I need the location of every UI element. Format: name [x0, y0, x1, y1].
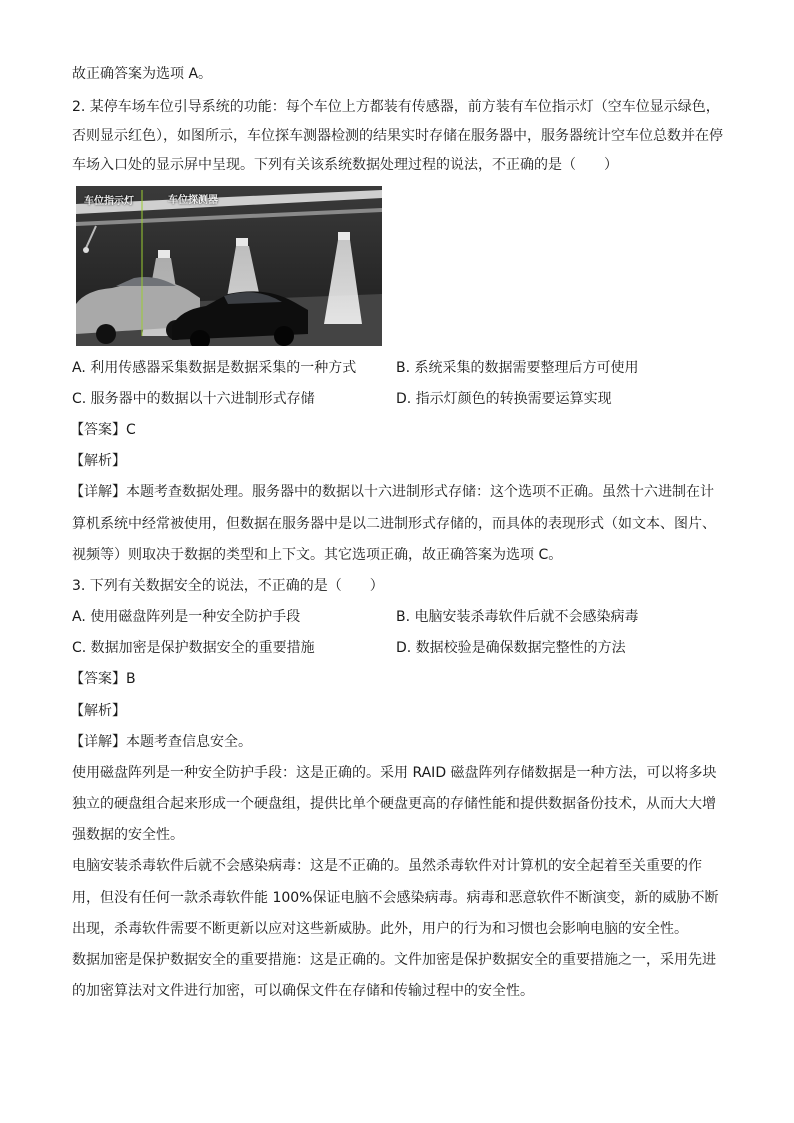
q3-paragraph-line-7: 数据加密是保护数据安全的重要措施：这是正确的。文件加密是保护数据安全的重要措施之一，采用先进: [72, 952, 716, 968]
q3-analysis-heading: 【解析】: [70, 703, 126, 719]
indicator-light-label: 车位指示灯: [84, 196, 134, 207]
q3-option-d: D. 数据校验是确保数据完整性的方法: [396, 640, 626, 656]
q3-paragraph-line-5: 用，但没有任何一款杀毒软件能 100%保证电脑不会感染病毒。病毒和恶意软件不断演变，新的威胁不断: [72, 890, 719, 906]
q2-stem-line-1: 2. 某停车场车位引导系统的功能：每个车位上方都装有传感器，前方装有车位指示灯（空车位显示绿色，: [72, 99, 720, 115]
q3-paragraph-line-3: 强数据的安全性。: [72, 827, 184, 843]
q3-answer: 【答案】B: [70, 671, 136, 687]
q3-stem: 3. 下列有关数据安全的说法，不正确的是（ ）: [72, 578, 384, 594]
q2-detail-line-3: 视频等）则取决于数据的类型和上下文。其它选项正确，故正确答案为选项 C。: [72, 547, 563, 563]
q3-paragraph-line-6: 出现，杀毒软件需要不断更新以应对这些新威胁。此外，用户的行为和习惯也会影响电脑的安全性。: [72, 921, 688, 937]
previous-conclusion: 故正确答案为选项 A。: [72, 66, 213, 82]
q3-paragraph-line-2: 独立的硬盘组合起来形成一个硬盘组，提供比单个硬盘更高的存储性能和提供数据备份技术，从而大大增: [72, 796, 716, 812]
q3-option-a: A. 使用磁盘阵列是一种安全防护手段: [72, 609, 301, 625]
q2-option-c: C. 服务器中的数据以十六进制形式存储: [72, 391, 315, 407]
q3-paragraph-line-1: 使用磁盘阵列是一种安全防护手段：这是正确的。采用 RAID 磁盘阵列存储数据是一种方法，可以将多块: [72, 765, 717, 781]
q2-analysis-heading: 【解析】: [70, 453, 126, 469]
parking-illustration: [76, 186, 382, 346]
q3-paragraph-line-4: 电脑安装杀毒软件后就不会感染病毒：这是不正确的。虽然杀毒软件对计算机的安全起着至关重要的作: [72, 858, 702, 874]
q2-option-d: D. 指示灯颜色的转换需要运算实现: [396, 391, 612, 407]
parking-system-figure: [76, 186, 382, 346]
q3-detail-heading: 【详解】本题考查信息安全。: [70, 734, 252, 750]
q3-option-b: B. 电脑安装杀毒软件后就不会感染病毒: [396, 609, 639, 625]
q2-option-a: A. 利用传感器采集数据是数据采集的一种方式: [72, 360, 357, 376]
q3-paragraph-line-8: 的加密算法对文件进行加密，可以确保文件在存储和传输过程中的安全性。: [72, 983, 534, 999]
q2-stem-line-3: 车场入口处的显示屏中呈现。下列有关该系统数据处理过程的说法，不正确的是（ ）: [72, 157, 618, 173]
q2-detail-line-2: 算机系统中经常被使用，但数据在服务器中是以二进制形式存储的，而具体的表现形式（如文本、图片、: [72, 516, 716, 532]
q2-option-b: B. 系统采集的数据需要整理后方可使用: [396, 360, 639, 376]
q2-stem-line-2: 否则显示红色），如图所示，车位探车测器检测的结果实时存储在服务器中，服务器统计空车位总数并在停: [72, 128, 723, 144]
q2-answer: 【答案】C: [70, 422, 136, 438]
q3-option-c: C. 数据加密是保护数据安全的重要措施: [72, 640, 315, 656]
detector-label: 车位探测器: [168, 195, 218, 206]
q2-detail-line-1: 【详解】本题考查数据处理。服务器中的数据以十六进制形式存储：这个选项不正确。虽然十六进制在计: [70, 484, 714, 500]
